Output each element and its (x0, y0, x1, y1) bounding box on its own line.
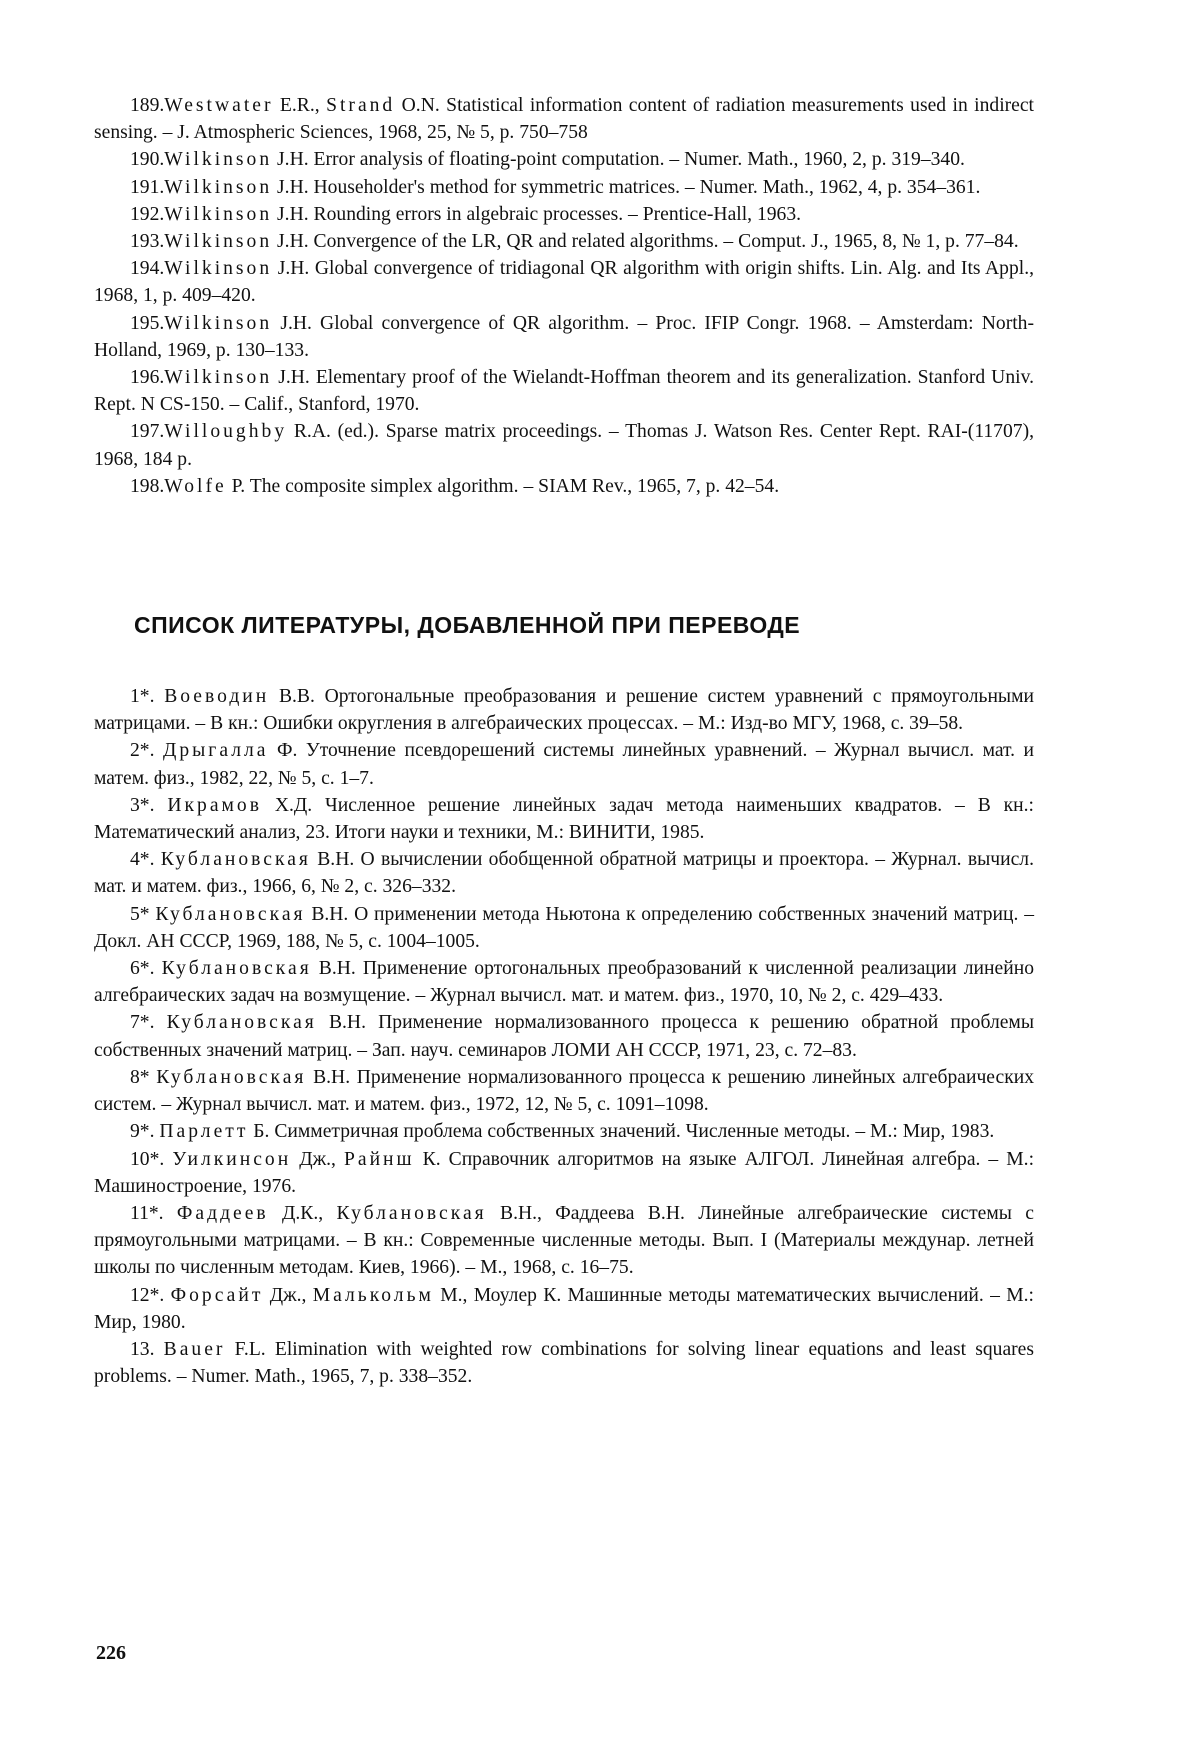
reference-number: 195. (130, 312, 165, 334)
reference-author: Кублановская (161, 958, 312, 980)
reference-text: J.H. Householder's method for symmetric matrices. – Numer. Math., 1962, 4, p. 354–361. (272, 176, 981, 198)
reference-number: 8* (130, 1066, 150, 1088)
reference-text: J.H. Error analysis of floating-point computation. – Numer. Math., 1960, 2, p. 319–340. (272, 149, 965, 171)
reference-text: Ф. Уточнение псевдорешений системы линейных уравнений. – Журнал вычисл. мат. и матем. физ., 1982, 22, № 5, с. 1–7. (94, 740, 1034, 789)
reference-number: 10*. (130, 1148, 165, 1170)
reference-number: 6*. (130, 958, 155, 980)
reference-author-2: Strand (326, 95, 396, 116)
reference-author: Wilkinson (164, 367, 273, 389)
reference-item (94, 1200, 1034, 1282)
reference-item (94, 792, 1034, 846)
reference-item (94, 683, 1034, 737)
reference-number: 194. (130, 258, 165, 280)
reference-author-2: Райнш (343, 1148, 415, 1170)
reference-text: P. The composite simplex algorithm. – SIAM Rev., 1965, 7, p. 42–54. (226, 475, 780, 497)
reference-number: 197. (130, 421, 165, 443)
reference-number: 3*. (130, 794, 155, 816)
reference-list-english (94, 92, 1034, 500)
reference-item (94, 310, 1034, 364)
reference-number: 190. (130, 149, 165, 171)
reference-text-2: М., Моулер К. Машинные методы математических вычислений. – М.: Мир, 1980. (94, 1284, 1034, 1333)
reference-item (94, 364, 1034, 418)
reference-author: Wilkinson (164, 149, 273, 171)
reference-item (94, 255, 1034, 309)
reference-item (94, 146, 1034, 173)
reference-text: J.H. Global convergence of tridiagonal QR algorithm with origin shifts. Lin. Alg. and Its Appl., 1968, 1, p. 409–420. (94, 258, 1034, 307)
reference-text: F.L. Elimination with weighted row combinations for solving linear equations and least squares problems. – Numer. Math., 1965, 7, p. 338–352. (94, 1338, 1034, 1388)
reference-author: Кублановская (155, 903, 306, 925)
reference-author: Wolfe (164, 475, 227, 497)
reference-number: 198. (130, 475, 165, 497)
reference-text: Дж., (263, 1284, 313, 1306)
reference-author: Кублановская (166, 1012, 317, 1034)
reference-list-russian (94, 683, 1034, 1390)
reference-number: 189. (130, 95, 165, 116)
reference-text: В.Н. Применение нормализованного процесса к решению обратной проблемы собственных значений матриц. – Зап. науч. семинаров ЛОМИ АН СССР, 1971, 23, с. 72–83. (94, 1012, 1034, 1061)
reference-item (94, 1064, 1034, 1118)
page-number: 226 (96, 1642, 126, 1664)
reference-author: Форсайт (170, 1284, 264, 1306)
reference-text: Дж., (291, 1148, 344, 1170)
reference-item (94, 1282, 1034, 1336)
reference-author: Фаддеев (176, 1202, 269, 1224)
reference-author: Дрыгалла (162, 740, 269, 762)
reference-text: В.Н. Применение ортогональных преобразований к численной реализации линейно алгебраических задач на возмущение. – Журнал вычисл. мат. и матем. физ., 1970, 10, № 2, с. 429–433. (94, 958, 1034, 1007)
reference-item (94, 1009, 1034, 1063)
reference-text-2: К. Справочник алгоритмов на языке АЛГОЛ. Линейная алгебра. – М.: Машиностроение, 1976. (94, 1148, 1035, 1197)
reference-author: Wilkinson (164, 312, 273, 334)
reference-number: 191. (130, 176, 165, 198)
reference-text: Б. Симметричная проблема собственных значений. Численные методы. – М.: Мир, 1983. (248, 1121, 995, 1143)
reference-number: 2*. (130, 740, 155, 762)
reference-item (94, 955, 1034, 1009)
reference-author-2: Малькольм (312, 1284, 434, 1306)
reference-item (94, 901, 1034, 955)
reference-text: Д.К., (268, 1202, 337, 1224)
reference-author: Bauer (163, 1338, 226, 1360)
reference-number: 1*. (130, 686, 155, 708)
reference-item (94, 473, 1034, 500)
reference-author: Воеводин (164, 686, 270, 708)
reference-author: Икрамов (167, 794, 262, 816)
reference-author: Wilkinson (164, 231, 273, 253)
reference-number: 12*. (130, 1284, 165, 1306)
reference-author: Westwater (164, 95, 274, 116)
reference-author: Уилкинсон (172, 1148, 292, 1170)
reference-number: 196. (130, 367, 165, 389)
section-heading: СПИСОК ЛИТЕРАТУРЫ, ДОБАВЛЕННОЙ ПРИ ПЕРЕВОДЕ (134, 612, 801, 639)
reference-author: Wilkinson (164, 203, 273, 225)
reference-text: E.R., (273, 95, 327, 116)
reference-text: В.Н. Применение нормализованного процесса к решению линейных алгебраических систем. – Журнал вычисл. мат. и матем. физ., 1972, 12, № 5, с. 1091–1098. (94, 1066, 1034, 1116)
reference-item (94, 1146, 1034, 1200)
reference-text: J.H. Convergence of the LR, QR and related algorithms. – Comput. J., 1965, 8, № 1, p. 77–84. (272, 231, 1019, 253)
reference-text-2: O.N. Statistical information content of radiation measurements used in indirect sensing. – J. Atmospheric Sciences, 1968, 25, № 5, p. 750–758 (94, 95, 1035, 144)
reference-number: 4*. (130, 849, 155, 871)
reference-number: 13. (130, 1338, 155, 1360)
reference-author: Парлетт (159, 1121, 249, 1143)
reference-number: 7*. (130, 1012, 155, 1034)
reference-author: Wilkinson (164, 258, 273, 280)
reference-item (94, 737, 1034, 791)
reference-author: Willoughby (164, 421, 288, 443)
reference-item (94, 1336, 1034, 1390)
reference-author-2: Кублановская (336, 1202, 487, 1224)
reference-number: 192. (130, 203, 165, 225)
reference-item (94, 418, 1034, 472)
reference-number: 5* (130, 903, 150, 925)
reference-text: R.A. (ed.). Sparse matrix proceedings. – Thomas J. Watson Res. Center Rept. RAI-(11707), 1968, 184 p. (94, 421, 1034, 470)
reference-item (94, 201, 1034, 228)
reference-item (94, 228, 1034, 255)
reference-author: Кублановская (160, 849, 311, 871)
reference-text: В.В. Ортогональные преобразования и решение систем уравнений с прямоугольными матрицами. – В кн.: Ошибки округления в алгебраических процессах. – М.: Изд-во МГУ, 1968, с. 39–58. (94, 686, 1034, 735)
reference-text: В.Н. О вычислении обобщенной обратной матрицы и проектора. – Журнал. вычисл. мат. и матем. физ., 1966, 6, № 2, с. 326–332. (94, 849, 1034, 898)
reference-item (94, 174, 1034, 201)
reference-author: Кублановская (156, 1066, 307, 1088)
reference-text-2: В.Н., Фаддеева В.Н. Линейные алгебраические системы с прямоугольными матрицами. – В кн.: Современные численные методы. Вып. I (Материалы междунар. летней школы по численным методам. Киев, 1966). – М., 1968, с. 16–75. (94, 1202, 1034, 1279)
reference-number: 11*. (130, 1202, 164, 1224)
reference-author: Wilkinson (164, 176, 273, 198)
reference-item (94, 92, 1034, 146)
reference-text: Х.Д. Численное решение линейных задач метода наименьших квадратов. – В кн.: Математический анализ, 23. Итоги науки и техники, М.: ВИНИТИ, 1985. (94, 794, 1034, 844)
reference-text: В.Н. О применении метода Ньютона к определению собственных значений матриц. – Докл. АН СССР, 1969, 188, № 5, с. 1004–1005. (94, 903, 1034, 952)
reference-number: 9*. (130, 1121, 155, 1143)
page (94, 92, 1034, 1390)
reference-item (94, 846, 1034, 900)
reference-item (94, 1118, 1034, 1145)
reference-text: J.H. Rounding errors in algebraic processes. – Prentice-Hall, 1963. (272, 203, 802, 225)
reference-text: J.H. Elementary proof of the Wielandt-Hoffman theorem and its generalization. Stanford Univ. Rept. N CS-150. – Calif., Stanford, 1970. (94, 367, 1034, 416)
reference-text: J.H. Global convergence of QR algorithm. – Proc. IFIP Congr. 1968. – Amsterdam: North-Holland, 1969, p. 130–133. (94, 312, 1034, 361)
reference-number: 193. (130, 231, 165, 253)
